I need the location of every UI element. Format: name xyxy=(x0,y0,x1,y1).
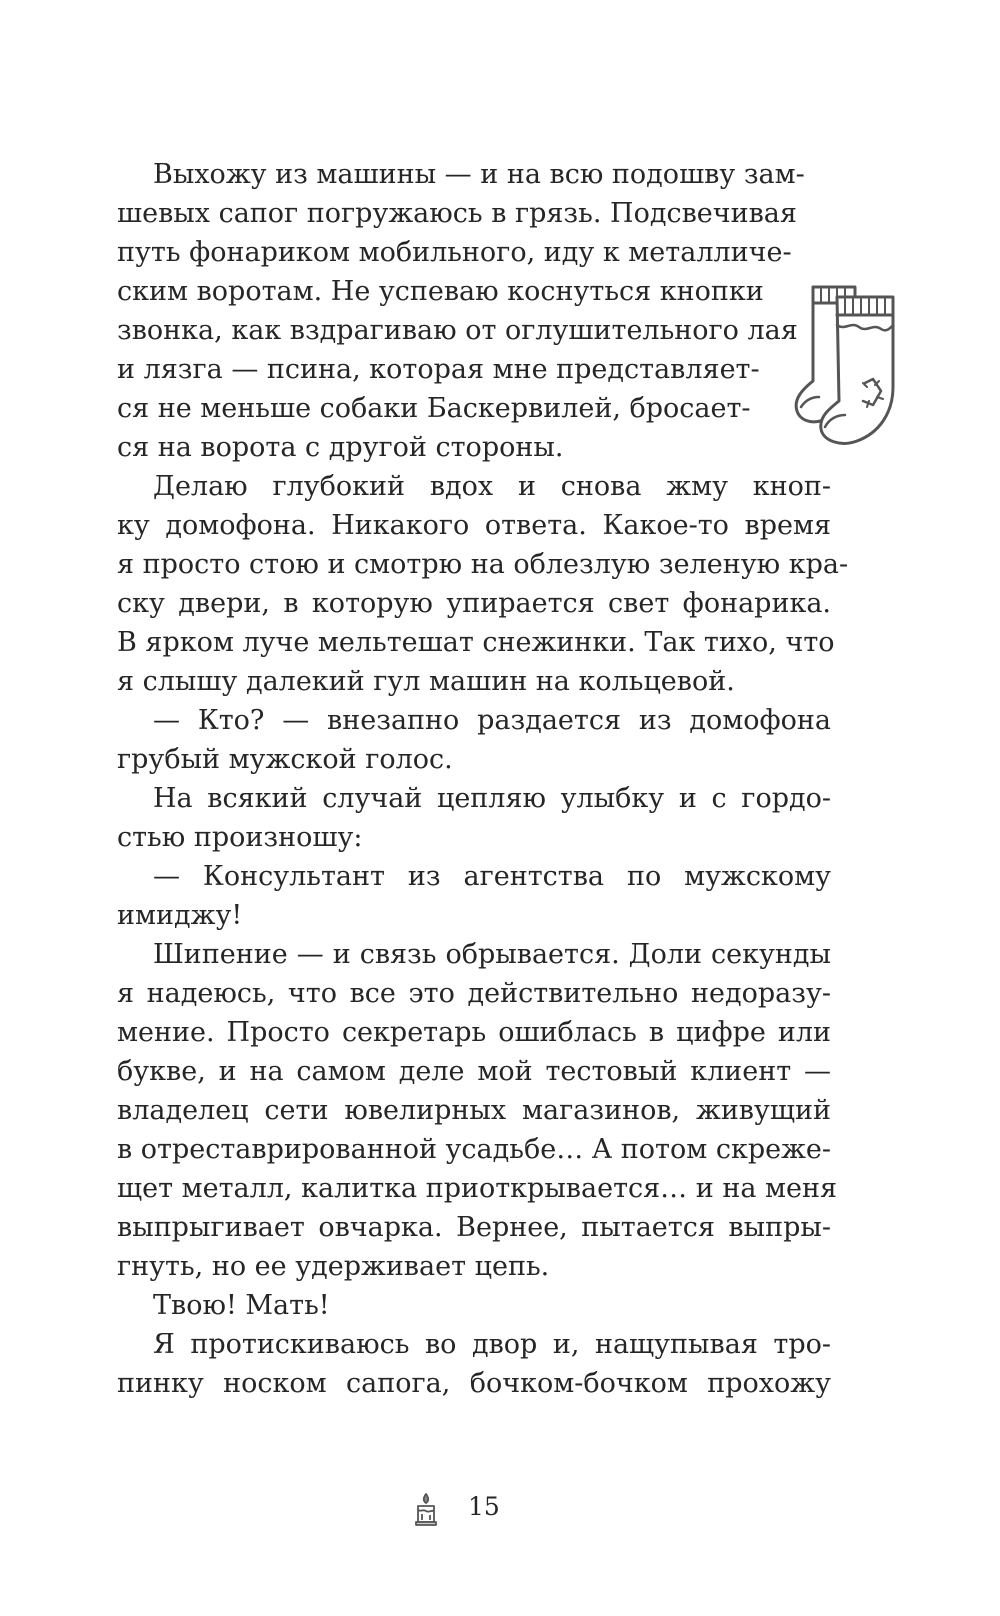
text-line: шевых сапог погружаюсь в грязь. Подсвечивая xyxy=(117,198,797,229)
candle-icon xyxy=(409,1492,443,1526)
socks-icon xyxy=(793,283,921,449)
page-footer xyxy=(0,1488,1000,1528)
text-line: и лязга — псина, которая мне представляет- xyxy=(117,354,760,385)
text-line: имиджу! xyxy=(117,900,243,931)
text-line: На всякий случай цепляю улыбку и с гордо- xyxy=(153,783,831,814)
text-line: Шипение — и связь обрывается. Доли секунды xyxy=(153,939,831,970)
text-line: гнуть, но ее удерживает цепь. xyxy=(117,1251,550,1282)
page-number: 15 xyxy=(468,1492,500,1521)
text-line: ку домофона. Никакого ответа. Какое-то время xyxy=(117,510,831,541)
text-line: ся на ворота с другой стороны. xyxy=(117,432,564,463)
body-text xyxy=(117,155,849,1403)
text-line: пинку носком сапога, бочком-бочком прохожу xyxy=(117,1368,831,1399)
text-line: грубый мужской голос. xyxy=(117,744,453,775)
text-line: путь фонариком мобильного, иду к металличе- xyxy=(117,237,792,268)
text-line: Выхожу из машины — и на всю подошву зам- xyxy=(153,159,805,190)
text-line: стью произношу: xyxy=(117,822,363,853)
text-line: ся не меньше собаки Баскервилей, бросает- xyxy=(117,393,751,424)
text-line: ску двери, в которую упирается свет фонарика. xyxy=(117,588,831,619)
text-line: — Кто? — внезапно раздается из домофона xyxy=(153,705,831,736)
text-line: я надеюсь, что все это действительно недоразу- xyxy=(117,978,831,1009)
text-line: я просто стою и смотрю на облезлую зеленую кра- xyxy=(117,549,849,580)
text-line: В ярком луче мельтешат снежинки. Так тихо, что xyxy=(117,627,835,658)
text-line: мение. Просто секретарь ошиблась в цифре или xyxy=(117,1017,831,1048)
text-line: Твою! Мать! xyxy=(153,1290,330,1321)
text-line: выпрыгивает овчарка. Вернее, пытается выпры- xyxy=(117,1212,831,1243)
text-line: звонка, как вздрагиваю от оглушительного лая xyxy=(117,315,798,346)
text-line: Я протискиваюсь во двор и, нащупывая тро- xyxy=(153,1329,831,1360)
text-line: — Консультант из агентства по мужскому xyxy=(153,861,831,892)
text-line: я слышу далекий гул машин на кольцевой. xyxy=(117,666,735,697)
text-line: владелец сети ювелирных магазинов, живущий xyxy=(117,1095,831,1126)
text-line: в отреставрированной усадьбе… А потом скреже- xyxy=(117,1134,832,1165)
text-line: щет металл, калитка приоткрывается… и на меня xyxy=(117,1173,838,1204)
text-line: Делаю глубокий вдох и снова жму кноп- xyxy=(153,471,831,502)
text-line: ским воротам. Не успеваю коснуться кнопки xyxy=(117,276,764,307)
text-line: букве, и на самом деле мой тестовый клиент — xyxy=(117,1056,831,1087)
